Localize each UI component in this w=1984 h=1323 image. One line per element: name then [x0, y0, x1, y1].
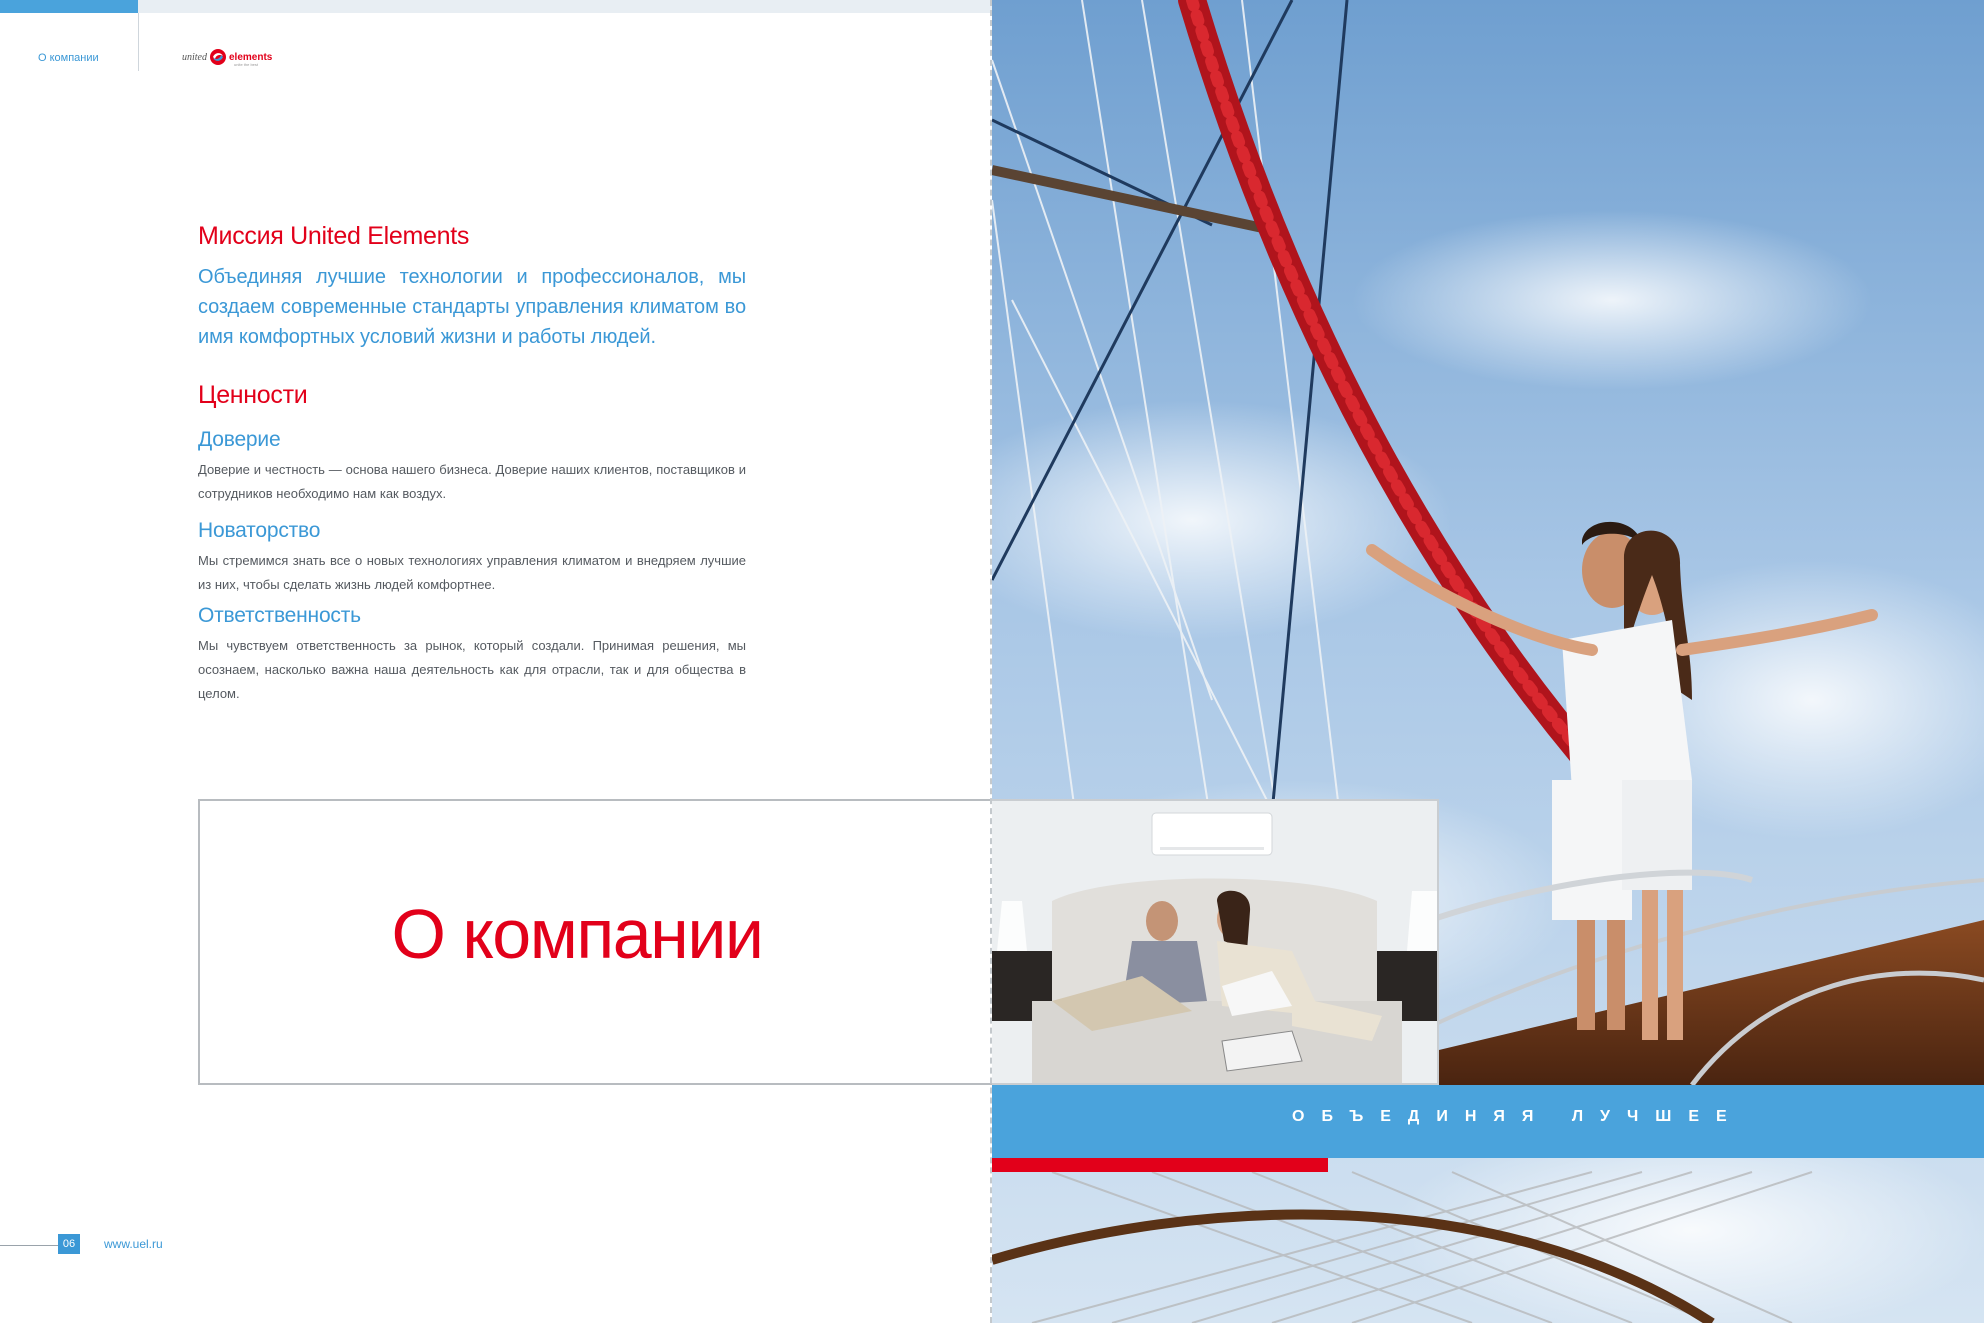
section-big-title: О компании — [391, 895, 763, 973]
page-fold-line — [990, 0, 992, 1323]
value-innovation-title: Новаторство — [198, 519, 321, 542]
value-responsibility-text: Мы чувствуем ответственность за рынок, который создали. Принимая решения, мы осознаем, насколько важна наша деятельность как для отрасли, так и для общества в целом. — [198, 638, 746, 701]
value-innovation-text: Мы стремимся знать все о новых технологиях управления климатом и внедряем лучшие из них, чтобы сделать жизнь людей комфортнее. — [198, 553, 746, 592]
footer-rule — [0, 1245, 58, 1246]
company-logo — [182, 48, 272, 66]
mission-text: Объединяя лучшие технологии и профессионалов, мы создаем современные стандарты управления климатом во имя комфортных условий жизни и работы людей. — [198, 266, 746, 348]
top-accent-bar — [0, 0, 138, 13]
slogan-text: ОБЪЕДИНЯЯ ЛУЧШЕЕ — [1292, 1108, 1744, 1125]
logo-tagline: unite the best — [234, 62, 259, 67]
value-trust-text: Доверие и честность — основа нашего бизнеса. Доверие наших клиентов, поставщиков и сотрудников необходимо нам как воздух. — [198, 462, 746, 501]
logo-swirl-icon — [209, 48, 227, 66]
page-number: 06 — [58, 1234, 80, 1254]
bedroom-couple-photo — [992, 799, 1439, 1085]
red-accent-band — [992, 1158, 1328, 1172]
website-link[interactable]: www.uel.ru — [104, 1237, 163, 1251]
section-label: О компании — [38, 52, 99, 64]
value-responsibility-title: Ответственность — [198, 604, 361, 627]
header-divider — [138, 13, 139, 71]
mission-title: Миссия United Elements — [198, 222, 470, 250]
logo-word-elements: elements — [229, 51, 273, 63]
value-trust-title: Доверие — [198, 428, 281, 451]
values-title: Ценности — [198, 381, 308, 409]
top-grey-bar — [138, 0, 992, 13]
logo-word-united: united — [182, 51, 207, 63]
